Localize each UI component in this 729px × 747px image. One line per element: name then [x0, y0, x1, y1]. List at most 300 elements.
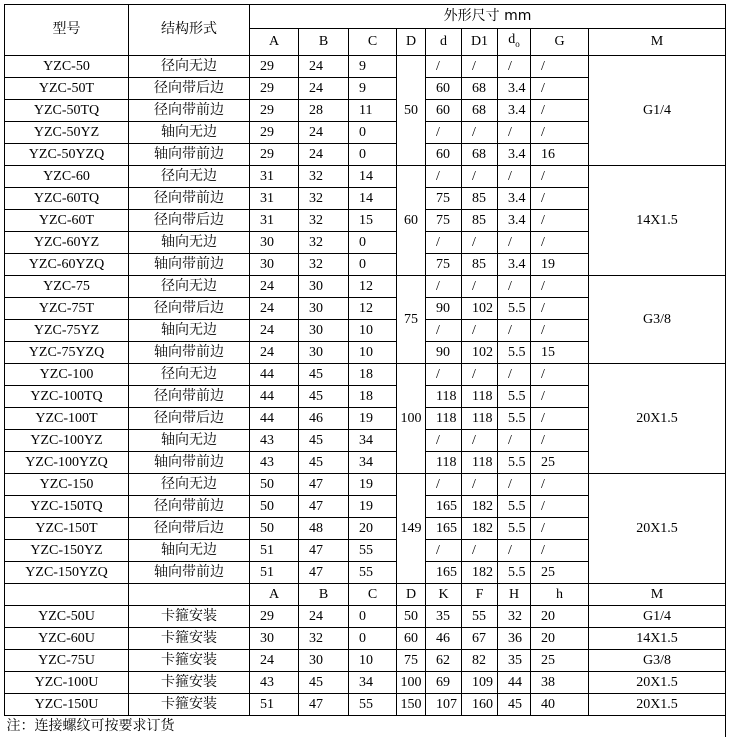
- c-cell: 55: [349, 539, 397, 561]
- a-cell: 51: [250, 693, 299, 715]
- structure-cell: 轴向带前边: [129, 253, 250, 275]
- d-cell: 149: [397, 473, 426, 583]
- structure-header: 结构形式: [129, 5, 250, 56]
- a-cell: 31: [250, 165, 299, 187]
- model-cell: YZC-100: [5, 363, 129, 385]
- col-c-header: C: [349, 29, 397, 56]
- structure-cell: 径向无边: [129, 55, 250, 77]
- table-row: [5, 627, 726, 649]
- c-cell: 20: [349, 517, 397, 539]
- structure-cell: 径向带前边: [129, 99, 250, 121]
- a-cell: 24: [250, 341, 299, 363]
- model-cell: YZC-150YZQ: [5, 561, 129, 583]
- a-cell: 24: [250, 319, 299, 341]
- d0-cell: /: [498, 121, 531, 143]
- d0-cell: /: [498, 363, 531, 385]
- b-cell: 30: [299, 649, 349, 671]
- d-cell: 100: [397, 671, 426, 693]
- b-cell: 24: [299, 143, 349, 165]
- model-blank-cell: [5, 583, 129, 605]
- c-cell: 10: [349, 649, 397, 671]
- small-d-cell: /: [426, 275, 462, 297]
- g-cell: /: [531, 165, 589, 187]
- col-h-header: H: [498, 583, 531, 605]
- a-cell: 50: [250, 517, 299, 539]
- d1-cell: 68: [462, 99, 498, 121]
- col-small-h-header: h: [531, 583, 589, 605]
- a-cell: 30: [250, 627, 299, 649]
- model-cell: YZC-50: [5, 55, 129, 77]
- col-b-header: B: [299, 583, 349, 605]
- small-d-cell: 60: [426, 77, 462, 99]
- model-cell: YZC-75: [5, 275, 129, 297]
- structure-cell: 卡箍安装: [129, 627, 250, 649]
- structure-cell: 轴向带前边: [129, 143, 250, 165]
- d0-cell: 5.5: [498, 341, 531, 363]
- dimensions-header: 外形尺寸 mm: [250, 5, 726, 29]
- b-cell: 24: [299, 55, 349, 77]
- small-h-cell: 40: [531, 693, 589, 715]
- structure-cell: 径向带后边: [129, 517, 250, 539]
- d1-cell: 118: [462, 385, 498, 407]
- c-cell: 14: [349, 187, 397, 209]
- d1-cell: /: [462, 473, 498, 495]
- k-cell: 62: [426, 649, 462, 671]
- g-cell: /: [531, 363, 589, 385]
- d0-cell: /: [498, 319, 531, 341]
- b-cell: 28: [299, 99, 349, 121]
- d0-cell: /: [498, 165, 531, 187]
- small-d-cell: 118: [426, 451, 462, 473]
- small-h-cell: 25: [531, 649, 589, 671]
- b-cell: 48: [299, 517, 349, 539]
- b-cell: 45: [299, 671, 349, 693]
- a-cell: 29: [250, 99, 299, 121]
- d-cell: 100: [397, 363, 426, 473]
- small-d-cell: /: [426, 429, 462, 451]
- structure-cell: 轴向无边: [129, 121, 250, 143]
- model-cell: YZC-100TQ: [5, 385, 129, 407]
- m-cell: 14X1.5: [589, 165, 726, 275]
- h-cell: 44: [498, 671, 531, 693]
- col-c-header: C: [349, 583, 397, 605]
- g-cell: /: [531, 121, 589, 143]
- model-cell: YZC-100YZ: [5, 429, 129, 451]
- c-cell: 55: [349, 693, 397, 715]
- c-cell: 19: [349, 473, 397, 495]
- small-h-cell: 38: [531, 671, 589, 693]
- model-cell: YZC-60T: [5, 209, 129, 231]
- table-row: [5, 473, 726, 495]
- c-cell: 0: [349, 605, 397, 627]
- c-cell: 9: [349, 77, 397, 99]
- g-cell: 15: [531, 341, 589, 363]
- d1-cell: /: [462, 231, 498, 253]
- structure-blank-cell: [129, 583, 250, 605]
- b-cell: 30: [299, 275, 349, 297]
- c-cell: 10: [349, 319, 397, 341]
- c-cell: 34: [349, 451, 397, 473]
- structure-cell: 径向带前边: [129, 385, 250, 407]
- b-cell: 32: [299, 231, 349, 253]
- d1-cell: 85: [462, 209, 498, 231]
- m-cell: G3/8: [589, 275, 726, 363]
- d0-cell: 5.5: [498, 385, 531, 407]
- small-d-cell: 165: [426, 561, 462, 583]
- c-cell: 19: [349, 407, 397, 429]
- structure-cell: 轴向无边: [129, 429, 250, 451]
- m-cell: 20X1.5: [589, 671, 726, 693]
- b-cell: 47: [299, 561, 349, 583]
- b-cell: 45: [299, 385, 349, 407]
- d0-cell: 3.4: [498, 209, 531, 231]
- model-cell: YZC-150TQ: [5, 495, 129, 517]
- col-d0-label: d: [508, 32, 516, 47]
- structure-cell: 轴向带前边: [129, 561, 250, 583]
- b-cell: 47: [299, 693, 349, 715]
- col-m-header: M: [589, 583, 726, 605]
- b-cell: 45: [299, 363, 349, 385]
- small-d-cell: /: [426, 319, 462, 341]
- d1-cell: /: [462, 363, 498, 385]
- b-cell: 24: [299, 121, 349, 143]
- small-d-cell: /: [426, 473, 462, 495]
- small-h-cell: 20: [531, 627, 589, 649]
- d0-cell: 3.4: [498, 143, 531, 165]
- h-cell: 32: [498, 605, 531, 627]
- d0-cell: /: [498, 231, 531, 253]
- g-cell: /: [531, 319, 589, 341]
- structure-cell: 轴向带前边: [129, 451, 250, 473]
- b-cell: 32: [299, 165, 349, 187]
- col-small-d-header: d: [426, 29, 462, 56]
- d1-cell: 68: [462, 77, 498, 99]
- structure-cell: 轴向无边: [129, 319, 250, 341]
- model-cell: YZC-60TQ: [5, 187, 129, 209]
- model-cell: YZC-100YZQ: [5, 451, 129, 473]
- model-cell: YZC-100T: [5, 407, 129, 429]
- m-cell: G1/4: [589, 605, 726, 627]
- model-cell: YZC-75YZ: [5, 319, 129, 341]
- d1-cell: 68: [462, 143, 498, 165]
- col-d0-subscript: o: [515, 38, 520, 49]
- b-cell: 32: [299, 253, 349, 275]
- d0-cell: 5.5: [498, 561, 531, 583]
- model-cell: YZC-50U: [5, 605, 129, 627]
- d-cell: 50: [397, 55, 426, 165]
- structure-cell: 径向带前边: [129, 495, 250, 517]
- g-cell: /: [531, 99, 589, 121]
- c-cell: 0: [349, 253, 397, 275]
- table-row: [5, 605, 726, 627]
- d1-cell: /: [462, 275, 498, 297]
- table-row: [5, 671, 726, 693]
- structure-cell: 卡箍安装: [129, 671, 250, 693]
- structure-cell: 轴向无边: [129, 231, 250, 253]
- b-cell: 45: [299, 451, 349, 473]
- small-d-cell: /: [426, 231, 462, 253]
- small-d-cell: 118: [426, 385, 462, 407]
- g-cell: /: [531, 517, 589, 539]
- table-row: [5, 649, 726, 671]
- k-cell: 46: [426, 627, 462, 649]
- d1-cell: 118: [462, 407, 498, 429]
- c-cell: 34: [349, 429, 397, 451]
- a-cell: 44: [250, 363, 299, 385]
- d1-cell: 182: [462, 517, 498, 539]
- structure-cell: 径向带后边: [129, 297, 250, 319]
- d-cell: 150: [397, 693, 426, 715]
- d0-cell: /: [498, 429, 531, 451]
- m-cell: 20X1.5: [589, 363, 726, 473]
- model-cell: YZC-75T: [5, 297, 129, 319]
- model-cell: YZC-50YZQ: [5, 143, 129, 165]
- col-m-header: M: [589, 29, 726, 56]
- h-cell: 36: [498, 627, 531, 649]
- c-cell: 18: [349, 385, 397, 407]
- g-cell: 16: [531, 143, 589, 165]
- model-cell: YZC-150YZ: [5, 539, 129, 561]
- c-cell: 34: [349, 671, 397, 693]
- model-cell: YZC-150: [5, 473, 129, 495]
- small-d-cell: 118: [426, 407, 462, 429]
- structure-cell: 卡箍安装: [129, 649, 250, 671]
- g-cell: /: [531, 539, 589, 561]
- h-cell: 35: [498, 649, 531, 671]
- c-cell: 15: [349, 209, 397, 231]
- g-cell: /: [531, 55, 589, 77]
- g-cell: /: [531, 209, 589, 231]
- m-cell: 20X1.5: [589, 473, 726, 583]
- d1-cell: /: [462, 121, 498, 143]
- a-cell: 29: [250, 121, 299, 143]
- model-cell: YZC-150U: [5, 693, 129, 715]
- f-cell: 82: [462, 649, 498, 671]
- c-cell: 0: [349, 143, 397, 165]
- model-cell: YZC-60U: [5, 627, 129, 649]
- small-d-cell: 165: [426, 495, 462, 517]
- b-cell: 24: [299, 77, 349, 99]
- g-cell: /: [531, 187, 589, 209]
- small-d-cell: 90: [426, 297, 462, 319]
- g-cell: 19: [531, 253, 589, 275]
- c-cell: 19: [349, 495, 397, 517]
- a-cell: 31: [250, 187, 299, 209]
- d1-cell: 102: [462, 297, 498, 319]
- d0-cell: 3.4: [498, 187, 531, 209]
- g-cell: /: [531, 429, 589, 451]
- spec-table: [4, 4, 726, 737]
- a-cell: 50: [250, 495, 299, 517]
- a-cell: 29: [250, 55, 299, 77]
- model-cell: YZC-50TQ: [5, 99, 129, 121]
- structure-cell: 卡箍安装: [129, 605, 250, 627]
- c-cell: 14: [349, 165, 397, 187]
- d0-cell: /: [498, 473, 531, 495]
- g-cell: /: [531, 385, 589, 407]
- small-h-cell: 20: [531, 605, 589, 627]
- d0-cell: 5.5: [498, 495, 531, 517]
- table-row: [5, 55, 726, 77]
- small-d-cell: 90: [426, 341, 462, 363]
- d-cell: 75: [397, 649, 426, 671]
- d0-cell: 3.4: [498, 99, 531, 121]
- d1-cell: 85: [462, 253, 498, 275]
- b-cell: 32: [299, 627, 349, 649]
- note-row: [5, 715, 726, 737]
- a-cell: 30: [250, 253, 299, 275]
- b-cell: 45: [299, 429, 349, 451]
- c-cell: 11: [349, 99, 397, 121]
- h-cell: 45: [498, 693, 531, 715]
- d1-cell: /: [462, 539, 498, 561]
- d1-cell: 85: [462, 187, 498, 209]
- model-header: 型号: [5, 5, 129, 56]
- a-cell: 44: [250, 385, 299, 407]
- f-cell: 160: [462, 693, 498, 715]
- a-cell: 50: [250, 473, 299, 495]
- g-cell: /: [531, 473, 589, 495]
- b-cell: 30: [299, 319, 349, 341]
- c-cell: 0: [349, 231, 397, 253]
- a-cell: 24: [250, 275, 299, 297]
- g-cell: 25: [531, 561, 589, 583]
- small-d-cell: 75: [426, 253, 462, 275]
- d0-cell: 5.5: [498, 451, 531, 473]
- model-cell: YZC-60YZQ: [5, 253, 129, 275]
- small-d-cell: 60: [426, 143, 462, 165]
- spec-table-body: [5, 5, 726, 737]
- d1-cell: 102: [462, 341, 498, 363]
- c-cell: 0: [349, 627, 397, 649]
- c-cell: 12: [349, 297, 397, 319]
- table-row: [5, 363, 726, 385]
- small-d-cell: 60: [426, 99, 462, 121]
- f-cell: 109: [462, 671, 498, 693]
- small-d-cell: 75: [426, 187, 462, 209]
- col-d-header: D: [397, 29, 426, 56]
- f-cell: 55: [462, 605, 498, 627]
- model-cell: YZC-100U: [5, 671, 129, 693]
- clamp-header-row: [5, 583, 726, 605]
- a-cell: 29: [250, 605, 299, 627]
- k-cell: 35: [426, 605, 462, 627]
- footnote: 注：连接螺纹可按要求订货: [5, 715, 726, 737]
- d0-cell: /: [498, 539, 531, 561]
- m-cell: 14X1.5: [589, 627, 726, 649]
- small-d-cell: /: [426, 121, 462, 143]
- a-cell: 29: [250, 143, 299, 165]
- col-d1-header: D1: [462, 29, 498, 56]
- small-d-cell: /: [426, 55, 462, 77]
- model-cell: YZC-50YZ: [5, 121, 129, 143]
- k-cell: 69: [426, 671, 462, 693]
- d0-cell: /: [498, 275, 531, 297]
- model-cell: YZC-75YZQ: [5, 341, 129, 363]
- b-cell: 32: [299, 187, 349, 209]
- b-cell: 47: [299, 539, 349, 561]
- table-row: [5, 275, 726, 297]
- header-row: [5, 5, 726, 29]
- a-cell: 51: [250, 561, 299, 583]
- model-cell: YZC-150T: [5, 517, 129, 539]
- b-cell: 32: [299, 209, 349, 231]
- structure-cell: 卡箍安装: [129, 693, 250, 715]
- b-cell: 47: [299, 495, 349, 517]
- k-cell: 107: [426, 693, 462, 715]
- d-cell: 60: [397, 165, 426, 275]
- g-cell: /: [531, 231, 589, 253]
- c-cell: 9: [349, 55, 397, 77]
- m-cell: G3/8: [589, 649, 726, 671]
- g-cell: /: [531, 297, 589, 319]
- col-b-header: B: [299, 29, 349, 56]
- d0-cell: 3.4: [498, 77, 531, 99]
- a-cell: 43: [250, 429, 299, 451]
- a-cell: 30: [250, 231, 299, 253]
- structure-cell: 径向带后边: [129, 407, 250, 429]
- structure-cell: 径向带后边: [129, 77, 250, 99]
- structure-cell: 轴向带前边: [129, 341, 250, 363]
- b-cell: 30: [299, 297, 349, 319]
- a-cell: 44: [250, 407, 299, 429]
- structure-cell: 轴向无边: [129, 539, 250, 561]
- g-cell: /: [531, 275, 589, 297]
- a-cell: 24: [250, 649, 299, 671]
- b-cell: 46: [299, 407, 349, 429]
- g-cell: /: [531, 77, 589, 99]
- d0-cell: 3.4: [498, 253, 531, 275]
- small-d-cell: /: [426, 539, 462, 561]
- d0-cell: 5.5: [498, 517, 531, 539]
- structure-cell: 径向无边: [129, 275, 250, 297]
- c-cell: 12: [349, 275, 397, 297]
- d-cell: 75: [397, 275, 426, 363]
- b-cell: 24: [299, 605, 349, 627]
- table-row: [5, 165, 726, 187]
- f-cell: 67: [462, 627, 498, 649]
- col-d-header: D: [397, 583, 426, 605]
- col-d0-header: [498, 29, 531, 56]
- model-cell: YZC-60: [5, 165, 129, 187]
- col-k-header: K: [426, 583, 462, 605]
- structure-cell: 径向带后边: [129, 209, 250, 231]
- d-cell: 60: [397, 627, 426, 649]
- c-cell: 55: [349, 561, 397, 583]
- d0-cell: 5.5: [498, 407, 531, 429]
- col-a-header: A: [250, 29, 299, 56]
- small-d-cell: 75: [426, 209, 462, 231]
- small-d-cell: /: [426, 165, 462, 187]
- g-cell: 25: [531, 451, 589, 473]
- col-f-header: F: [462, 583, 498, 605]
- c-cell: 10: [349, 341, 397, 363]
- d1-cell: /: [462, 55, 498, 77]
- c-cell: 0: [349, 121, 397, 143]
- a-cell: 43: [250, 671, 299, 693]
- d0-cell: 5.5: [498, 297, 531, 319]
- d1-cell: /: [462, 429, 498, 451]
- d1-cell: 182: [462, 495, 498, 517]
- d1-cell: /: [462, 165, 498, 187]
- m-cell: G1/4: [589, 55, 726, 165]
- model-cell: YZC-50T: [5, 77, 129, 99]
- a-cell: 51: [250, 539, 299, 561]
- small-d-cell: /: [426, 363, 462, 385]
- a-cell: 31: [250, 209, 299, 231]
- a-cell: 29: [250, 77, 299, 99]
- c-cell: 18: [349, 363, 397, 385]
